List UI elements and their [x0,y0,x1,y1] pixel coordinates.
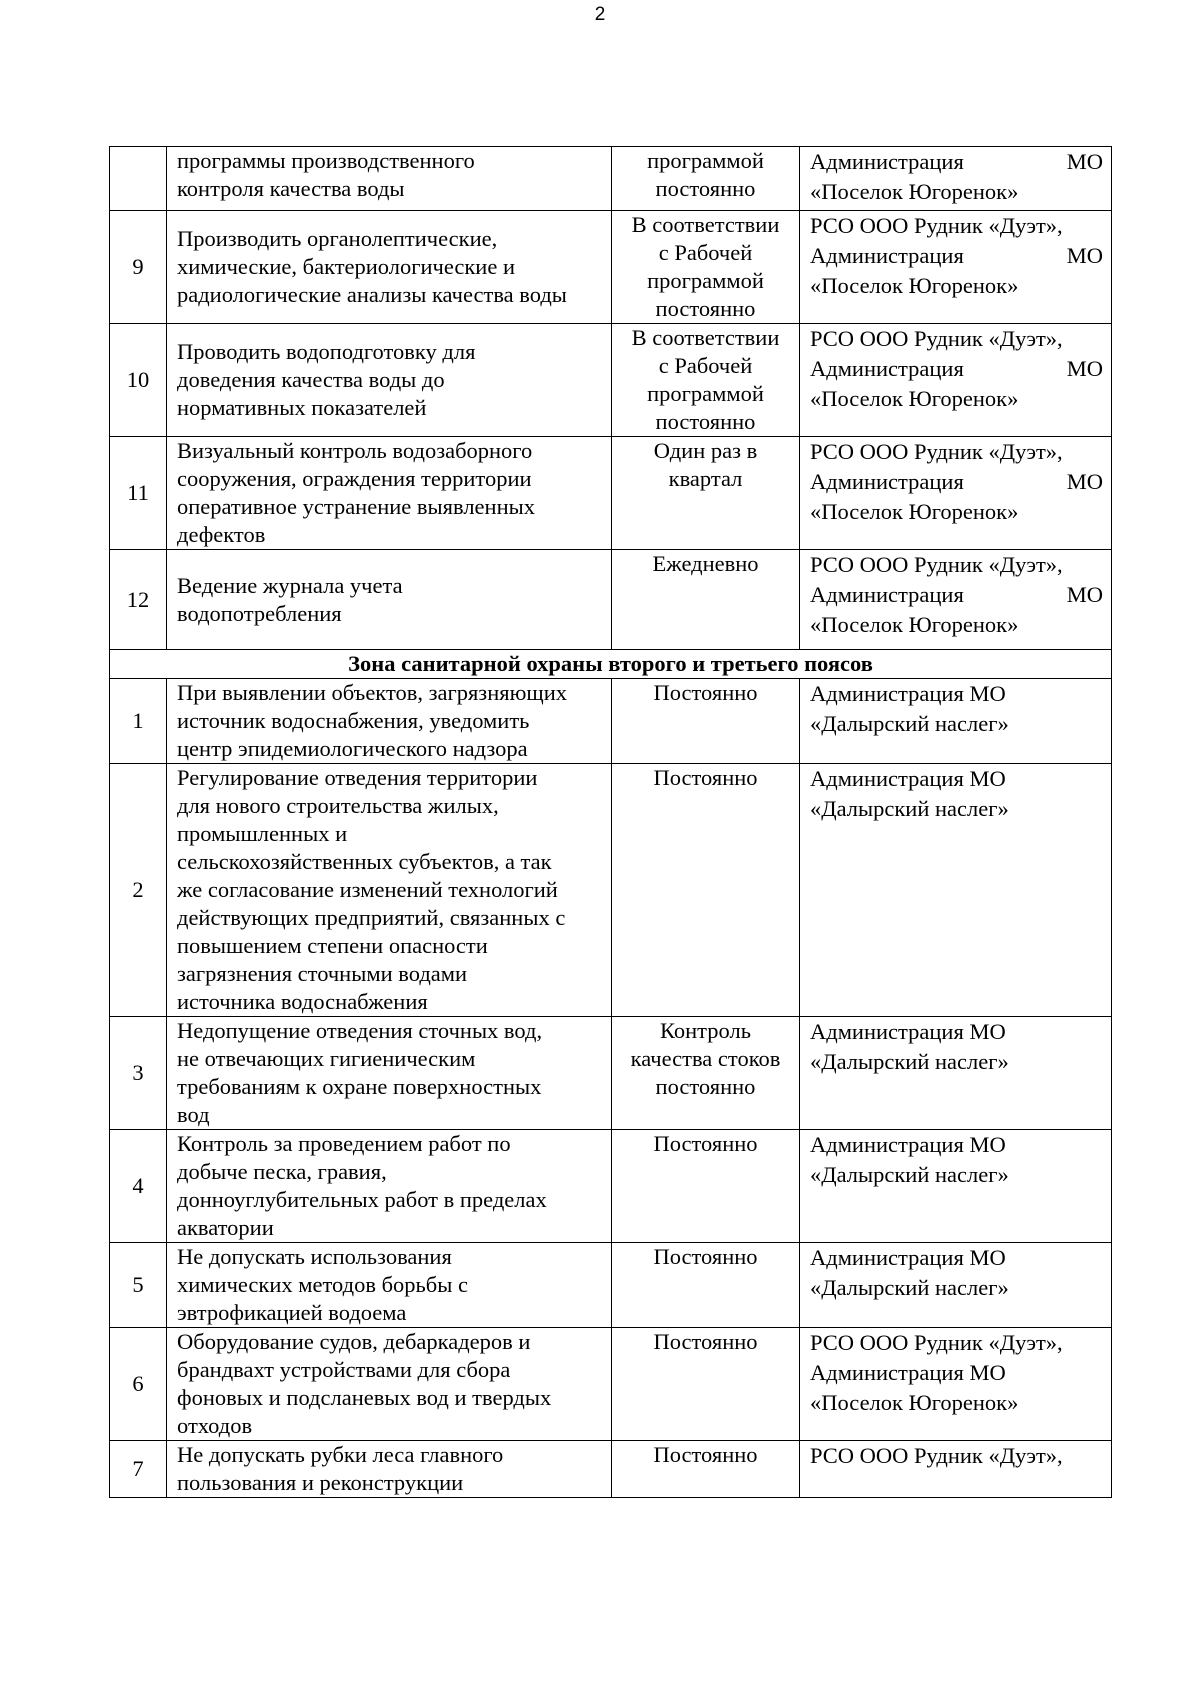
responsible-text: РСО ООО Рудник «Дуэт», [810,552,1063,577]
period-cell [612,1130,800,1243]
row-number: 6 [110,1328,167,1441]
task-cell [167,1130,612,1243]
row-number: 7 [110,1441,167,1498]
task-line: отходов [177,1413,253,1438]
responsible-line [810,271,1103,301]
responsible-line [810,1273,1103,1303]
table-row [110,550,1112,650]
period-cell [612,1441,800,1498]
task-line: повышением степени опасности [177,933,488,958]
period-line: Один раз в [653,438,758,463]
row-number: 2 [110,764,167,1017]
period-line: квартал [668,466,743,491]
responsible-cell [800,1130,1112,1243]
task-line: промышленных и [177,821,348,846]
responsible-line [810,467,1103,497]
period-cell [612,1328,800,1441]
responsible-text: «Далырский наслег» [810,1275,1009,1300]
period-line: с Рабочей [658,353,753,378]
task-line: загрязнения сточными водами [177,961,468,986]
task-cell [167,679,612,764]
responsible-cell [800,764,1112,1017]
row-number: 11 [110,437,167,550]
period-cell [612,679,800,764]
row-number: 4 [110,1130,167,1243]
responsible-cell [800,1017,1112,1130]
task-cell [167,764,612,1017]
responsible-line [810,794,1103,824]
responsible-line [810,1328,1103,1358]
responsible-cell [800,147,1112,211]
task-line: Визуальный контроль водозаборного [177,438,533,463]
period-line: Ежедневно [652,551,759,576]
task-line: Не допускать использования [177,1244,452,1269]
task-cell [167,437,612,550]
table-row [110,1017,1112,1130]
task-line: не отвечающих гигиеническим [177,1046,476,1071]
responsible-line [810,177,1103,207]
period-line: Постоянно [653,765,758,790]
task-line: Оборудование судов, дебаркадеров и [177,1329,531,1354]
task-line: доведения качества воды до [177,367,445,392]
table-row [110,1130,1112,1243]
responsible-text: «Поселок Югоренок» [810,273,1019,298]
period-cell [612,147,800,211]
responsible-line [810,1358,1103,1388]
period-line: Контроль [660,1018,751,1043]
task-line: сооружения, ограждения территории [177,466,532,491]
task-line: При выявлении объектов, загрязняющих [177,680,568,705]
period-line: постоянно [655,296,756,321]
responsible-text: РСО ООО Рудник «Дуэт», [810,1443,1063,1468]
task-line: пользования и реконструкции [177,1470,464,1495]
period-cell [612,211,800,324]
responsible-text: Администрация [810,243,964,268]
responsible-line [810,580,1103,610]
task-line: источник водоснабжения, уведомить [177,708,530,733]
table-body-top [110,147,1112,650]
period-cell [612,764,800,1017]
responsible-line [810,610,1103,640]
responsible-cell [800,211,1112,324]
responsible-line [810,679,1103,709]
table-row [110,147,1112,211]
task-line: Регулирование отведения территории [177,765,538,790]
responsible-text: «Далырский наслег» [810,711,1009,736]
responsible-line [810,1017,1103,1047]
responsible-cell [800,324,1112,437]
responsible-text: «Далырский наслег» [810,1162,1009,1187]
responsible-line [810,211,1103,241]
responsible-line [810,1130,1103,1160]
period-line: постоянно [655,176,756,201]
task-line: вод [177,1102,210,1127]
row-number: 9 [110,211,167,324]
task-line: Не допускать рубки леса главного [177,1442,504,1467]
zone-section [110,650,1112,679]
task-line: Проводить водоподготовку для [177,339,476,364]
responsible-text: Администрация МО [810,1132,1006,1157]
period-cell [612,324,800,437]
responsible-line [810,147,1103,177]
task-line: фоновых и подсланевых вод и твердых [177,1385,552,1410]
period-line: постоянно [655,1074,756,1099]
task-cell [167,1441,612,1498]
period-line: Постоянно [653,1442,758,1467]
task-line: Недопущение отведения сточных вод, [177,1018,543,1043]
period-cell [612,1243,800,1328]
task-cell [167,211,612,324]
responsible-text: «Поселок Югоренок» [810,386,1019,411]
task-cell [167,550,612,650]
task-line: Производить органолептические, [177,226,498,251]
row-number: 5 [110,1243,167,1328]
task-line: оперативное устранение выявленных [177,494,535,519]
responsible-text: Администрация [810,469,964,494]
period-line: программой [647,148,764,173]
row-number [110,147,167,211]
task-line: дефектов [177,522,266,547]
task-line: брандвахт устройствами для сбора [177,1357,511,1382]
responsible-line [810,550,1103,580]
task-cell [167,1017,612,1130]
responsible-text: МО [1066,356,1103,381]
period-cell [612,437,800,550]
responsible-line [810,324,1103,354]
responsible-text: «Далырский наслег» [810,1049,1009,1074]
table-row [110,437,1112,550]
period-line: программой [647,268,764,293]
responsible-text: РСО ООО Рудник «Дуэт», [810,439,1063,464]
row-number: 3 [110,1017,167,1130]
responsible-line [810,437,1103,467]
period-line: качества стоков [630,1046,781,1071]
task-cell [167,1243,612,1328]
task-line: радиологические анализы качества воды [177,282,567,307]
responsible-cell [800,1328,1112,1441]
responsible-cell [800,550,1112,650]
period-line: программой [647,381,764,406]
table-row [110,1243,1112,1328]
responsible-text: МО [1066,149,1103,174]
table-row [110,764,1112,1017]
row-number: 12 [110,550,167,650]
task-line: же согласование изменений технологий [177,877,558,902]
task-line: источника водоснабжения [177,989,428,1014]
task-line: нормативных показателей [177,395,427,420]
responsible-cell [800,679,1112,764]
table-row [110,324,1112,437]
responsible-line [810,709,1103,739]
period-line: Постоянно [653,680,758,705]
task-line: эвтрофикацией водоема [177,1300,407,1325]
responsible-text: «Поселок Югоренок» [810,179,1019,204]
task-line: Контроль за проведением работ по [177,1131,511,1156]
task-cell [167,147,612,211]
task-line: контроля качества воды [177,176,405,201]
responsible-text: РСО ООО Рудник «Дуэт», [810,326,1063,351]
period-cell [612,550,800,650]
task-cell [167,1328,612,1441]
period-line: В соответствии [631,325,780,350]
period-line: Постоянно [653,1244,758,1269]
task-line: химических методов борьбы с [177,1272,468,1297]
responsible-line [810,1388,1103,1418]
responsible-line [810,764,1103,794]
responsible-line [810,1160,1103,1190]
table-row [110,679,1112,764]
page-number: 2 [594,4,606,25]
zone-heading-row [110,650,1112,679]
table-row [110,211,1112,324]
task-line: действующих предприятий, связанных с [177,905,566,930]
table-row [110,1328,1112,1441]
responsible-cell [800,1243,1112,1328]
task-line: сельскохозяйственных субъектов, а так [177,849,552,874]
responsible-line [810,1441,1103,1471]
zone-heading: Зона санитарной охраны второго и третьего поясов [110,650,1112,679]
responsible-text: Администрация МО [810,766,1006,791]
table-body-zone [110,679,1112,1498]
responsible-text: Администрация МО [810,681,1006,706]
row-number: 1 [110,679,167,764]
task-line: требованиям к охране поверхностных [177,1074,542,1099]
measures-table [109,146,1112,1498]
responsible-text: «Поселок Югоренок» [810,612,1019,637]
task-cell [167,324,612,437]
responsible-text: «Далырский наслег» [810,796,1009,821]
task-line: химические, бактериологические и [177,254,515,279]
responsible-text: Администрация [810,356,964,381]
period-line: с Рабочей [658,240,753,265]
responsible-line [810,241,1103,271]
responsible-line [810,1243,1103,1273]
task-line: Ведение журнала учета [177,572,403,598]
responsible-text: «Поселок Югоренок» [810,499,1019,524]
responsible-text: МО [1066,469,1103,494]
responsible-text: «Поселок Югоренок» [810,1390,1019,1415]
responsible-text: Администрация МО [810,1245,1006,1270]
task-line: программы производственного [177,148,475,173]
responsible-line [810,384,1103,414]
period-line: В соответствии [631,212,780,237]
responsible-text: РСО ООО Рудник «Дуэт», [810,1330,1063,1355]
task-line: акватории [177,1215,274,1240]
task-line: водопотребления [177,600,342,626]
responsible-line [810,1047,1103,1077]
period-cell [612,1017,800,1130]
responsible-text: Администрация [810,149,964,174]
responsible-line [810,497,1103,527]
period-line: Постоянно [653,1329,758,1354]
period-line: Постоянно [653,1131,758,1156]
row-number: 10 [110,324,167,437]
responsible-line [810,354,1103,384]
responsible-cell [800,1441,1112,1498]
responsible-text: Администрация [810,582,964,607]
responsible-text: РСО ООО Рудник «Дуэт», [810,213,1063,238]
responsible-text: Администрация МО [810,1019,1006,1044]
task-line: центр эпидемиологического надзора [177,736,528,761]
table-row [110,1441,1112,1498]
responsible-text: МО [1066,582,1103,607]
task-line: донноуглубительных работ в пределах [177,1187,547,1212]
task-line: добыче песка, гравия, [177,1159,387,1184]
responsible-text: МО [1066,243,1103,268]
task-line: для нового строительства жилых, [177,793,499,818]
responsible-text: Администрация МО [810,1360,1006,1385]
period-line: постоянно [655,409,756,434]
responsible-cell [800,437,1112,550]
